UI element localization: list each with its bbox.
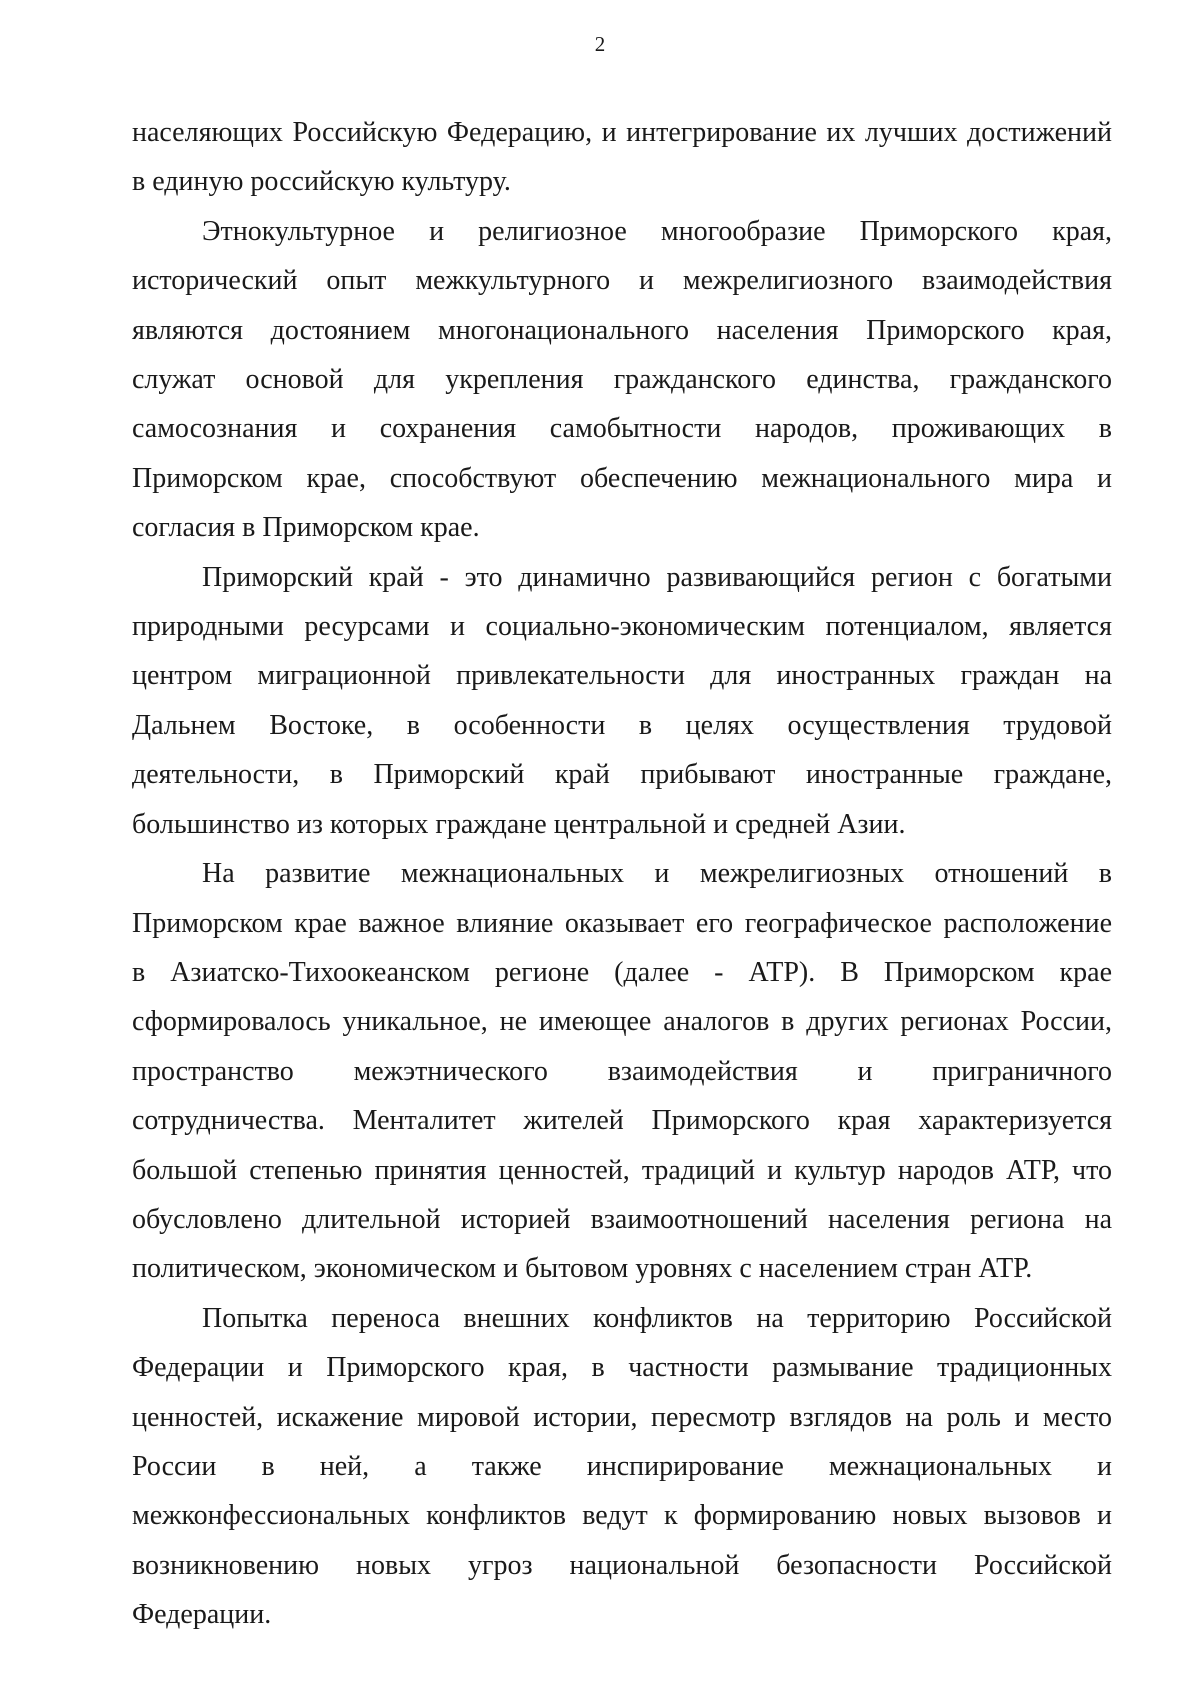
- paragraph: [132, 207, 1112, 553]
- text-line: населяющих Российскую Федерацию, и интегрирование их лучших достижений: [132, 117, 1112, 148]
- document-body: [132, 108, 1112, 1640]
- text-line: Федерации и Приморского края, в частности размывание традиционных: [132, 1352, 1112, 1384]
- text-line: пространство межэтнического взаимодействия и приграничного: [132, 1055, 1112, 1087]
- text-line: Приморском крае важное влияние оказывает его географическое расположение: [132, 907, 1112, 939]
- paragraph: [132, 553, 1112, 849]
- text-line: Дальнем Востоке, в особенности в целях осуществления трудовой: [132, 709, 1112, 741]
- text-line: ценностей, искажение мировой истории, пересмотр взглядов на роль и место: [132, 1401, 1112, 1433]
- paragraph: [132, 1294, 1112, 1640]
- text-line: большой степенью принятия ценностей, традиций и культур народов АТР, что: [132, 1154, 1112, 1186]
- text-line: политическом, экономическом и бытовом уровнях с населением стран АТР.: [132, 1253, 1033, 1285]
- page-number: 2: [594, 32, 606, 56]
- text-line: возникновению новых угроз национальной безопасности Российской: [132, 1549, 1112, 1581]
- text-line: природными ресурсами и социально-экономическим потенциалом, является: [132, 611, 1112, 643]
- text-line: служат основой для укрепления гражданского единства, гражданского: [132, 364, 1112, 396]
- text-line: самосознания и сохранения самобытности народов, проживающих в: [132, 413, 1112, 445]
- text-line: межконфессиональных конфликтов ведут к формированию новых вызовов и: [132, 1500, 1112, 1532]
- text-line: Попытка переноса внешних конфликтов на территорию Российской: [202, 1302, 1112, 1334]
- text-line: сотрудничества. Менталитет жителей Приморского края характеризуется: [132, 1105, 1112, 1137]
- text-line: Приморский край - это динамично развивающийся регион с богатыми: [202, 561, 1112, 593]
- text-line: Федерации.: [132, 1599, 272, 1631]
- text-line: большинство из которых граждане центральной и средней Азии.: [132, 808, 906, 840]
- text-line: Этнокультурное и религиозное многообразие Приморского края,: [202, 215, 1112, 247]
- text-line: На развитие межнациональных и межрелигиозных отношений в: [202, 858, 1112, 890]
- text-line: деятельности, в Приморский край прибывают иностранные граждане,: [132, 759, 1112, 791]
- text-line: согласия в Приморском крае.: [132, 512, 480, 544]
- text-line: Приморском крае, способствуют обеспечению межнационального мира и: [132, 462, 1112, 494]
- text-line: являются достоянием многонационального населения Приморского края,: [132, 314, 1112, 346]
- text-line: сформировалось уникальное, не имеющее аналогов в других регионах России,: [132, 1006, 1112, 1038]
- text-line: в Азиатско-Тихоокеанском регионе (далее - АТР). В Приморском крае: [132, 956, 1112, 988]
- paragraph: [132, 849, 1112, 1294]
- text-line: России в ней, а также инспирирование межнациональных и: [132, 1450, 1112, 1482]
- text-line: в единую российскую культуру.: [132, 166, 511, 198]
- text-line: исторический опыт межкультурного и межрелигиозного взаимодействия: [132, 265, 1112, 297]
- text-line: центром миграционной привлекательности для иностранных граждан на: [132, 660, 1112, 692]
- text-line: обусловлено длительной историей взаимоотношений населения региона на: [132, 1203, 1112, 1235]
- paragraph: [132, 108, 1112, 207]
